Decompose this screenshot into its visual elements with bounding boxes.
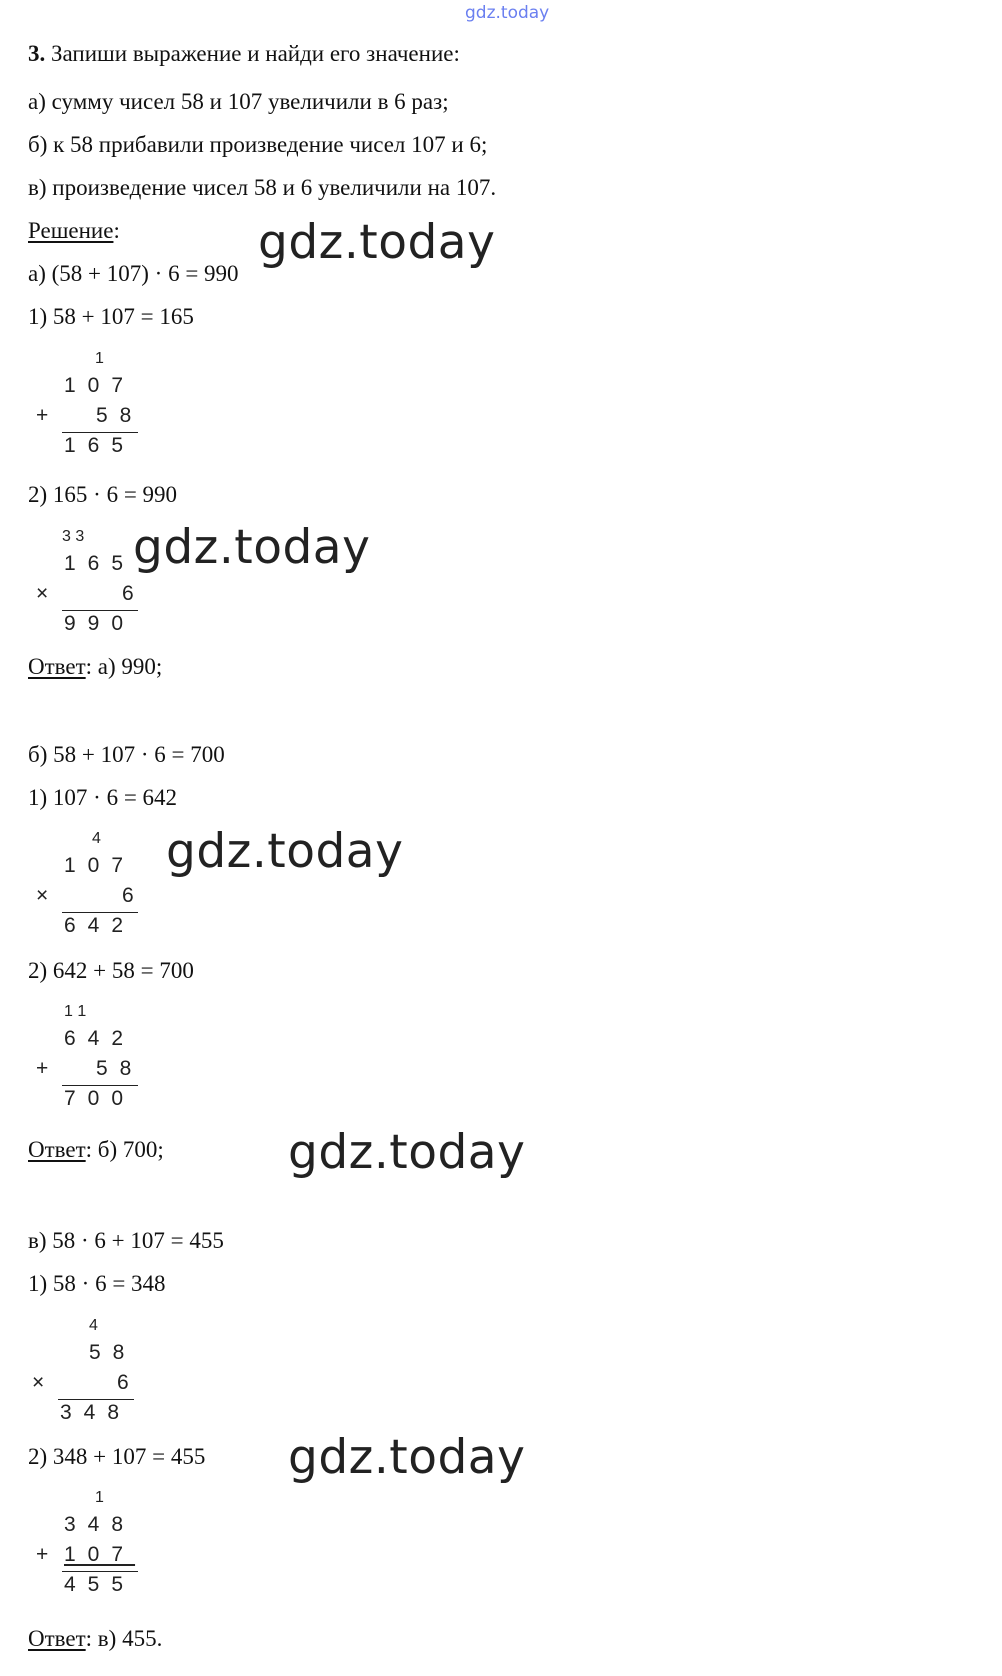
carry-digits: 4 — [92, 830, 101, 847]
top-watermark: gdz.today — [465, 3, 550, 23]
product-line — [62, 912, 138, 913]
sum-line — [62, 1085, 138, 1086]
top-operand: 107 — [64, 374, 136, 397]
sum-line — [62, 1571, 138, 1572]
task-heading — [28, 40, 460, 68]
task-item-a: а) сумму чисел 58 и 107 увеличили в 6 раз; — [28, 89, 449, 114]
carry-digits: 1 1 — [64, 1003, 87, 1020]
bottom-operand: 58 — [96, 1057, 144, 1080]
result-digits: 165 — [64, 434, 136, 457]
result-digits: 348 — [60, 1401, 132, 1424]
plus-operator: + — [36, 1543, 49, 1566]
bottom-operand: 107 — [64, 1543, 136, 1566]
solution-label: Решение: — [28, 218, 120, 243]
task-item-c: в) произведение чисел 58 и 6 увеличили на 107. — [28, 175, 497, 200]
times-operator: × — [32, 1371, 45, 1394]
watermark: gdz.today — [288, 1125, 526, 1180]
part-a-answer: Ответ: а) 990; — [28, 654, 163, 679]
watermark: gdz.today — [133, 520, 371, 575]
bottom-operand: 58 — [96, 404, 144, 427]
bottom-operand: 6 — [122, 582, 146, 605]
top-operand: 642 — [64, 1027, 136, 1050]
plus-operator: + — [36, 404, 49, 427]
part-b-step1: 1) 107 · 6 = 642 — [28, 785, 178, 810]
part-a-step2: 2) 165 · 6 = 990 — [28, 482, 178, 507]
part-c-expression: в) 58 · 6 + 107 = 455 — [28, 1228, 224, 1253]
times-operator: × — [36, 582, 49, 605]
result-digits: 455 — [64, 1573, 136, 1596]
top-operand: 107 — [64, 854, 136, 877]
part-c-step2: 2) 348 + 107 = 455 — [28, 1444, 206, 1469]
part-c-step1: 1) 58 · 6 = 348 — [28, 1271, 166, 1296]
task-number: 3. — [28, 41, 46, 66]
watermark: gdz.today — [166, 824, 404, 879]
part-a-step1: 1) 58 + 107 = 165 — [28, 304, 194, 329]
part-b-answer: Ответ: б) 700; — [28, 1137, 164, 1162]
carry-digits: 3 3 — [62, 528, 85, 545]
top-operand: 348 — [64, 1513, 136, 1536]
carry-digits: 4 — [89, 1317, 98, 1334]
watermark: gdz.today — [258, 215, 496, 270]
task-item-b: б) к 58 прибавили произведение чисел 107 и 6; — [28, 132, 488, 157]
top-operand: 58 — [89, 1341, 137, 1364]
plus-operator: + — [36, 1057, 49, 1080]
part-b-step2: 2) 642 + 58 = 700 — [28, 958, 194, 983]
part-a-expression: а) (58 + 107) · 6 = 990 — [28, 261, 239, 286]
part-b-expression: б) 58 + 107 · 6 = 700 — [28, 742, 225, 767]
product-line — [62, 610, 138, 611]
bottom-operand: 6 — [122, 884, 146, 907]
times-operator: × — [36, 884, 49, 907]
sum-line — [62, 432, 138, 433]
watermark: gdz.today — [288, 1430, 526, 1485]
task-text: Запиши выражение и найди его значение: — [51, 41, 460, 66]
carry-digits: 1 — [95, 1489, 104, 1506]
result-digits: 642 — [64, 914, 136, 937]
result-digits: 990 — [64, 612, 136, 635]
result-digits: 700 — [64, 1087, 136, 1110]
carry-digits: 1 — [95, 350, 104, 367]
bottom-operand: 6 — [117, 1371, 141, 1394]
top-operand: 165 — [64, 552, 136, 575]
product-line — [58, 1399, 134, 1400]
part-c-answer: Ответ: в) 455. — [28, 1626, 163, 1651]
